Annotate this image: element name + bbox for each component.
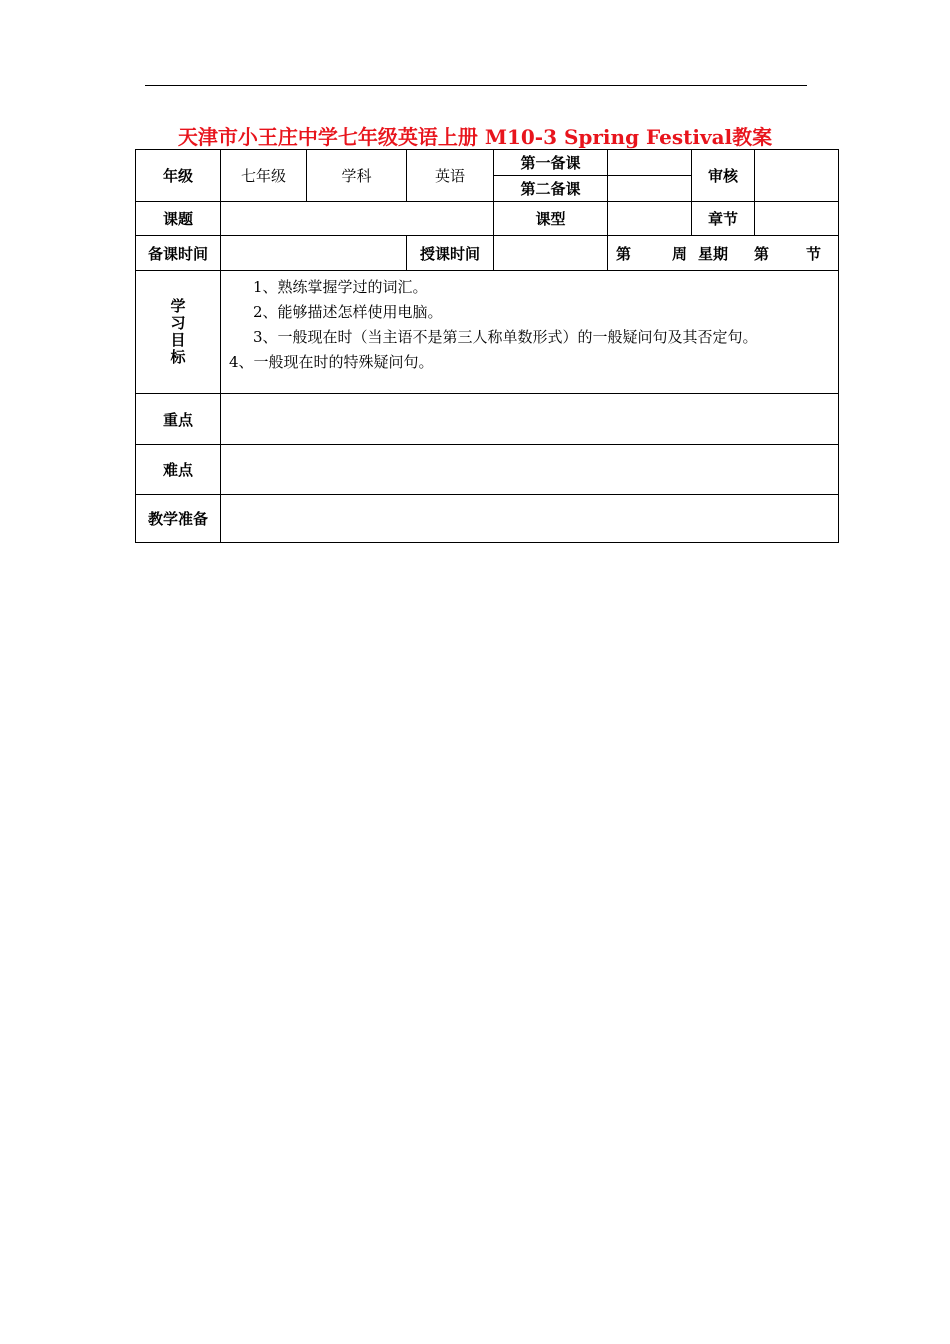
teach-time-label: 授课时间 (407, 236, 494, 271)
schedule-cell (608, 236, 839, 271)
objective-item: 3、一般现在时（当主语不是第三人称单数形式）的一般疑问句及其否定句。 (253, 328, 758, 346)
review-cell[interactable] (755, 150, 839, 202)
lesson-type-cell[interactable] (608, 202, 692, 236)
grade-value: 七年级 (221, 150, 307, 202)
key-points-label: 重点 (136, 394, 221, 445)
schedule-week: 周 (672, 244, 688, 263)
preparation-cell[interactable] (221, 495, 839, 543)
grade-label: 年级 (136, 150, 221, 202)
objective-item: 1、熟练掌握学过的词汇。 (253, 278, 428, 296)
document-title: 天津市小王庄中学七年级英语上册 M10-3 Spring Festival教案 (177, 125, 773, 149)
objective-item: 4、一般现在时的特殊疑问句。 (229, 353, 434, 371)
second-prep-cell[interactable] (608, 176, 692, 202)
objectives-cell[interactable] (221, 271, 839, 394)
first-prep-label: 第一备课 (494, 150, 608, 176)
header-rule (145, 85, 807, 86)
objectives-label: 学 习 目 标 (136, 271, 221, 394)
difficulties-cell[interactable] (221, 445, 839, 495)
lesson-type-label: 课型 (494, 202, 608, 236)
subject-label: 学科 (307, 150, 407, 202)
schedule-period-prefix: 第 (754, 244, 770, 263)
schedule-weekday: 星期 (698, 244, 729, 263)
chapter-cell[interactable] (755, 202, 839, 236)
subject-value: 英语 (407, 150, 494, 202)
schedule-period: 节 (806, 244, 822, 263)
second-prep-label: 第二备课 (494, 176, 608, 202)
preparation-label: 教学准备 (136, 495, 221, 543)
prep-time-cell[interactable] (221, 236, 407, 271)
topic-cell[interactable] (221, 202, 494, 236)
chapter-label: 章节 (692, 202, 755, 236)
lesson-plan-table (135, 149, 839, 543)
objective-item: 2、能够描述怎样使用电脑。 (253, 303, 443, 321)
difficulties-label: 难点 (136, 445, 221, 495)
review-label: 审核 (692, 150, 755, 202)
key-points-cell[interactable] (221, 394, 839, 445)
schedule-week-prefix: 第 (616, 244, 632, 263)
first-prep-cell[interactable] (608, 150, 692, 176)
teach-time-cell[interactable] (494, 236, 608, 271)
prep-time-label: 备课时间 (136, 236, 221, 271)
topic-label: 课题 (136, 202, 221, 236)
